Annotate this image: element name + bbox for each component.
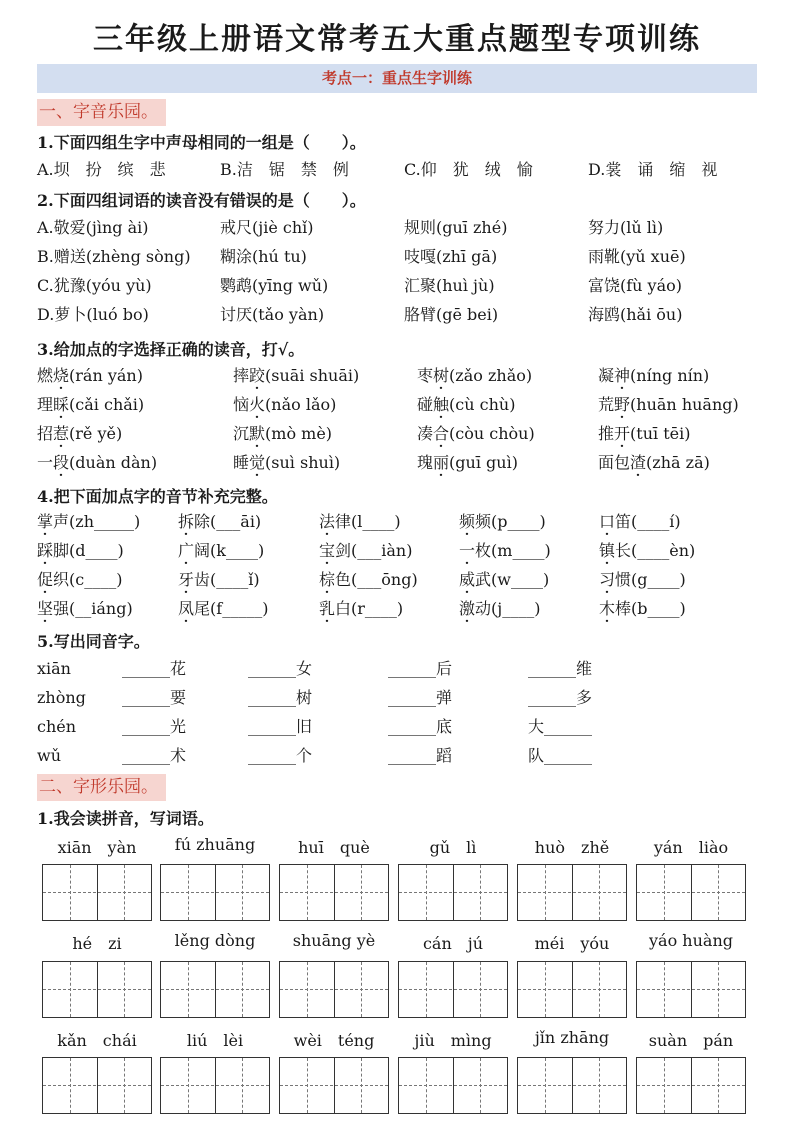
dotted-character: 合 xyxy=(433,424,450,443)
dotted-character: 威 xyxy=(459,570,476,589)
option-row xyxy=(37,272,757,300)
dotted-character: 踩 xyxy=(37,541,54,560)
writing-box[interactable] xyxy=(279,1057,389,1114)
pinyin-choice: (___ōng) xyxy=(351,570,418,589)
word-pinyin: 吱嘎(zhī gā) xyxy=(404,247,498,266)
guide-line xyxy=(399,989,507,990)
word-item xyxy=(319,566,418,594)
pinyin-label: hé zi xyxy=(72,934,122,953)
writing-box[interactable] xyxy=(636,864,746,921)
pinyin-prompt: xiān xyxy=(37,659,71,678)
guide-line xyxy=(637,989,745,990)
word-pinyin: A.敬爱(jìng ài) xyxy=(37,218,149,237)
character: 枣 xyxy=(417,366,434,385)
pinyin-choice: (d____) xyxy=(69,541,124,560)
pinyin-label: fú zhuāng xyxy=(174,835,256,854)
word-item xyxy=(37,420,122,448)
section-heading-characters: 二、字形乐园。 xyxy=(37,774,166,801)
word-item xyxy=(598,391,739,419)
pinyin-label: xiān yàn xyxy=(57,838,137,857)
pinyin-choice: (b____) xyxy=(631,599,686,618)
dotted-character: 广 xyxy=(178,541,195,560)
character: 荒 xyxy=(598,395,615,414)
pinyin-label: cán jú xyxy=(422,934,484,953)
pinyin-choice: (huān huāng) xyxy=(630,395,739,414)
word-pinyin: C.犹豫(yóu yù) xyxy=(37,276,152,295)
word-item xyxy=(459,595,540,623)
writing-box[interactable] xyxy=(517,864,627,921)
word-item xyxy=(37,362,143,390)
character: 惯 xyxy=(615,570,632,589)
option-row xyxy=(37,301,757,329)
dotted-character: 口 xyxy=(599,512,616,531)
word-item xyxy=(178,537,264,565)
writing-box[interactable] xyxy=(279,864,389,921)
word-item xyxy=(319,595,403,623)
option-row xyxy=(37,214,757,242)
word-item xyxy=(598,420,690,448)
character: 除 xyxy=(194,512,211,531)
character: 招 xyxy=(37,424,54,443)
dotted-character: 凤 xyxy=(178,599,195,618)
blank-item[interactable]: 大______ xyxy=(528,717,593,736)
pinyin-choice: (zh_____) xyxy=(69,512,141,531)
dotted-character: 烧 xyxy=(53,366,70,385)
pinyin-choice: (zhā zā) xyxy=(646,453,710,472)
character: 凑 xyxy=(417,424,434,443)
blank-item[interactable]: ______底 xyxy=(388,717,453,736)
guide-line xyxy=(399,892,507,893)
blank-item[interactable]: ______维 xyxy=(528,659,593,678)
pinyin-prompt: wǔ xyxy=(37,746,61,765)
pinyin-choice: (____èn) xyxy=(631,541,696,560)
homophone-row xyxy=(37,684,757,712)
pinyin-choice: (níng nín) xyxy=(630,366,710,385)
section-heading-pronunciation: 一、字音乐园。 xyxy=(37,99,166,126)
guide-line xyxy=(518,989,626,990)
guide-line xyxy=(43,1085,151,1086)
character: 面包 xyxy=(598,453,631,472)
question-6: 1.我会读拼音，写词语。 xyxy=(37,809,214,828)
word-item xyxy=(319,508,401,536)
word-item xyxy=(599,537,695,565)
character: 织 xyxy=(53,570,70,589)
topic-banner xyxy=(37,64,757,93)
dotted-character: 乳 xyxy=(319,599,336,618)
question-1: 1.下面四组生字中声母相同的一组是（ ）。 xyxy=(37,133,366,152)
pinyin-label: yán liào xyxy=(653,838,729,857)
question-1-options xyxy=(37,156,757,184)
guide-line xyxy=(43,892,151,893)
dotted-character: 树 xyxy=(433,366,450,385)
blank-item[interactable]: ______女 xyxy=(248,659,313,678)
pinyin-choice: (g____) xyxy=(631,570,686,589)
character: 燃 xyxy=(37,366,54,385)
character: 摔 xyxy=(233,366,250,385)
pinyin-choice: (mò mè) xyxy=(265,424,333,443)
character: 强 xyxy=(53,599,70,618)
writing-box[interactable] xyxy=(160,961,270,1018)
word-item xyxy=(37,566,122,594)
writing-box[interactable] xyxy=(517,1057,627,1114)
pinyin-label: méi yóu xyxy=(534,934,610,953)
question-5: 5.写出同音字。 xyxy=(37,632,150,651)
word-pinyin: 海鸥(hǎi ōu) xyxy=(588,305,683,324)
blank-item[interactable]: ______蹈 xyxy=(388,746,453,765)
pinyin-choice: (___iàn) xyxy=(351,541,413,560)
writing-box[interactable] xyxy=(160,1057,270,1114)
pinyin-label: huò zhě xyxy=(534,838,610,857)
pinyin-choice: (p____) xyxy=(491,512,546,531)
word-item xyxy=(319,537,412,565)
dotted-character: 觉 xyxy=(249,453,266,472)
dotted-character: 跤 xyxy=(249,366,266,385)
word-item xyxy=(37,449,157,477)
word-pinyin: 胳臂(gē bei) xyxy=(404,305,499,324)
word-item xyxy=(178,508,261,536)
blank-item[interactable]: ______弹 xyxy=(388,688,453,707)
word-item xyxy=(417,420,535,448)
character: 频 xyxy=(475,512,492,531)
pinyin-choice: (suāi shuāi) xyxy=(265,366,360,385)
guide-line xyxy=(399,1085,507,1086)
dotted-character: 拆 xyxy=(178,512,195,531)
character: 齿 xyxy=(194,570,211,589)
blank-item[interactable]: ______后 xyxy=(388,659,453,678)
dotted-character: 火 xyxy=(249,395,266,414)
pinyin-prompt: zhòng xyxy=(37,688,86,707)
question-4: 4.把下面加点字的音节补充完整。 xyxy=(37,487,278,506)
pinyin-choice: (guī guì) xyxy=(449,453,518,472)
pinyin-choice: (l____) xyxy=(351,512,401,531)
word-pinyin: 雨靴(yǔ xuē) xyxy=(588,247,686,266)
pinyin-choice: (rě yě) xyxy=(69,424,123,443)
word-item xyxy=(233,420,332,448)
pinyin-label: liú lèi xyxy=(186,1031,244,1050)
pinyin-prompt: chén xyxy=(37,717,77,736)
writing-box[interactable] xyxy=(160,864,270,921)
pinyin-choice: (nǎo lǎo) xyxy=(265,395,337,414)
pinyin-choice: (cǎi chǎi) xyxy=(69,395,145,414)
word-item xyxy=(599,595,686,623)
guide-line xyxy=(280,989,388,990)
writing-box[interactable] xyxy=(636,1057,746,1114)
word-item xyxy=(417,391,515,419)
dotted-character: 坚 xyxy=(37,599,54,618)
pinyin-choice: (w____) xyxy=(491,570,550,589)
character: 长 xyxy=(615,541,632,560)
pinyin-label: gǔ lì xyxy=(429,838,477,857)
word-pinyin: 糊涂(hú tu) xyxy=(220,247,307,266)
pinyin-choice: (r____) xyxy=(351,599,404,618)
pinyin-choice: (j____) xyxy=(491,599,541,618)
writing-box[interactable] xyxy=(42,1057,152,1114)
word-item xyxy=(37,508,140,536)
character: 凝 xyxy=(598,366,615,385)
character: 推 xyxy=(598,424,615,443)
pinyin-label: yáo huàng xyxy=(649,931,733,950)
writing-box[interactable] xyxy=(398,1057,508,1114)
dotted-character: 牙 xyxy=(178,570,195,589)
guide-line xyxy=(280,1085,388,1086)
word-item xyxy=(598,362,709,390)
blank-item[interactable]: ______术 xyxy=(122,746,187,765)
word-item xyxy=(459,566,549,594)
question-3: 3.给加点的字选择正确的读音，打√。 xyxy=(37,340,305,359)
writing-box[interactable] xyxy=(398,864,508,921)
word-pinyin: 汇聚(huì jù) xyxy=(404,276,495,295)
character: 瑰 xyxy=(417,453,434,472)
dotted-character: 野 xyxy=(614,395,631,414)
word-item xyxy=(599,508,681,536)
character: 睡 xyxy=(233,453,250,472)
guide-line xyxy=(518,892,626,893)
word-item xyxy=(459,508,546,536)
dotted-character: 习 xyxy=(599,570,616,589)
word-pinyin: 规则(guī zhé) xyxy=(404,218,508,237)
pinyin-label: jiù mìng xyxy=(414,1031,492,1050)
word-item xyxy=(37,595,133,623)
pinyin-choice: (c____) xyxy=(69,570,123,589)
character: 色 xyxy=(335,570,352,589)
writing-box[interactable] xyxy=(398,961,508,1018)
dotted-character: 法 xyxy=(319,512,336,531)
word-pinyin: B.赠送(zhèng sòng) xyxy=(37,247,191,266)
dotted-character: 丽 xyxy=(433,453,450,472)
blank-item[interactable]: ______要 xyxy=(122,688,187,707)
pinyin-choice: (tuī tēi) xyxy=(630,424,691,443)
q3-row xyxy=(37,449,757,477)
word-pinyin: 鹦鹉(yīng wǔ) xyxy=(220,276,329,295)
writing-box[interactable] xyxy=(636,961,746,1018)
pinyin-choice: (__iáng) xyxy=(69,599,133,618)
option-b: B.洁 锯 禁 例 xyxy=(220,160,349,179)
word-item xyxy=(599,566,686,594)
dotted-character: 棕 xyxy=(319,570,336,589)
dotted-character: 掌 xyxy=(37,512,54,531)
pinyin-label: shuāng yè xyxy=(292,931,376,950)
pinyin-label: suàn pán xyxy=(648,1031,734,1050)
dotted-character: 一 xyxy=(459,541,476,560)
blank-item[interactable]: ______光 xyxy=(122,717,187,736)
word-item xyxy=(178,566,260,594)
dotted-character: 促 xyxy=(37,570,54,589)
pinyin-choice: (m____) xyxy=(491,541,551,560)
word-pinyin: D.萝卜(luó bo) xyxy=(37,305,149,324)
character: 枚 xyxy=(475,541,492,560)
word-item xyxy=(233,362,359,390)
character: 笛 xyxy=(615,512,632,531)
guide-line xyxy=(637,1085,745,1086)
character: 恼 xyxy=(233,395,250,414)
q3-row xyxy=(37,362,757,390)
topic-banner-text: 考点一：重点生字训练 xyxy=(321,69,472,87)
pinyin-label: jǐn zhāng xyxy=(534,1028,610,1047)
character: 理 xyxy=(37,395,54,414)
dotted-character: 触 xyxy=(433,395,450,414)
writing-box[interactable] xyxy=(42,961,152,1018)
word-item xyxy=(459,537,551,565)
guide-line xyxy=(637,892,745,893)
blank-item[interactable]: 队______ xyxy=(528,746,593,765)
character: 一 xyxy=(37,453,54,472)
pinyin-label: lěng dòng xyxy=(174,931,256,950)
blank-item[interactable]: ______花 xyxy=(122,659,187,678)
word-item xyxy=(233,391,336,419)
guide-line xyxy=(280,892,388,893)
word-pinyin: 戒尺(jiè chǐ) xyxy=(220,218,314,237)
character: 沉 xyxy=(233,424,250,443)
character: 剑 xyxy=(335,541,352,560)
pinyin-choice: (suì shuì) xyxy=(265,453,341,472)
pinyin-choice: (k____) xyxy=(210,541,265,560)
character: 武 xyxy=(475,570,492,589)
writing-box[interactable] xyxy=(42,864,152,921)
option-c: C.仰 犹 绒 愉 xyxy=(404,160,533,179)
pinyin-choice: (cù chù) xyxy=(449,395,516,414)
dotted-character: 段 xyxy=(53,453,70,472)
word-item xyxy=(37,391,144,419)
q4-row xyxy=(37,566,757,594)
q4-row xyxy=(37,508,757,536)
homophone-row xyxy=(37,713,757,741)
pinyin-choice: (____í) xyxy=(631,512,681,531)
homophone-row xyxy=(37,655,757,683)
pinyin-choice: (còu chòu) xyxy=(449,424,535,443)
word-item xyxy=(417,362,532,390)
guide-line xyxy=(161,892,269,893)
question-2: 2.下面四组词语的读音没有错误的是（ ）。 xyxy=(37,191,366,210)
writing-box[interactable] xyxy=(279,961,389,1018)
pinyin-label: kǎn chái xyxy=(57,1031,137,1050)
blank-item[interactable]: ______个 xyxy=(248,746,313,765)
dotted-character: 激 xyxy=(459,599,476,618)
dotted-character: 神 xyxy=(614,366,631,385)
character: 动 xyxy=(475,599,492,618)
dotted-character: 渣 xyxy=(630,453,647,472)
page-title: 三年级上册语文常考五大重点题型专项训练 xyxy=(93,22,701,57)
guide-line xyxy=(161,989,269,990)
option-row xyxy=(37,243,757,271)
pinyin-label: huī què xyxy=(298,838,370,857)
dotted-character: 镇 xyxy=(599,541,616,560)
option-d: D.裳 诵 缩 视 xyxy=(588,160,718,179)
pinyin-choice: (duàn dàn) xyxy=(69,453,158,472)
guide-line xyxy=(518,1085,626,1086)
dotted-character: 开 xyxy=(614,424,631,443)
word-item xyxy=(233,449,340,477)
character: 律 xyxy=(335,512,352,531)
character: 声 xyxy=(53,512,70,531)
word-pinyin: 讨厌(tǎo yàn) xyxy=(220,305,325,324)
homophone-row xyxy=(37,742,757,770)
dotted-character: 宝 xyxy=(319,541,336,560)
dotted-character: 频 xyxy=(459,512,476,531)
pinyin-choice: (f_____) xyxy=(210,599,269,618)
guide-line xyxy=(161,1085,269,1086)
word-item xyxy=(598,449,710,477)
option-a: A.坝 扮 缤 悲 xyxy=(37,160,166,179)
blank-item[interactable]: ______树 xyxy=(248,688,313,707)
pinyin-choice: (___āi) xyxy=(210,512,262,531)
dotted-character: 默 xyxy=(249,424,266,443)
guide-line xyxy=(43,989,151,990)
writing-box[interactable] xyxy=(517,961,627,1018)
pinyin-choice: (____ǐ) xyxy=(210,570,260,589)
dotted-character: 惹 xyxy=(53,424,70,443)
character: 白 xyxy=(335,599,352,618)
character: 尾 xyxy=(194,599,211,618)
blank-item[interactable]: ______多 xyxy=(528,688,593,707)
q4-row xyxy=(37,537,757,565)
blank-item[interactable]: ______旧 xyxy=(248,717,313,736)
character: 棒 xyxy=(615,599,632,618)
character: 碰 xyxy=(417,395,434,414)
character: 脚 xyxy=(53,541,70,560)
pinyin-choice: (rán yán) xyxy=(69,366,143,385)
word-item xyxy=(37,537,124,565)
q4-row xyxy=(37,595,757,623)
word-pinyin: 努力(lǔ lì) xyxy=(588,218,664,237)
character: 阔 xyxy=(194,541,211,560)
dotted-character: 木 xyxy=(599,599,616,618)
word-item xyxy=(178,595,268,623)
pinyin-label: wèi téng xyxy=(293,1031,375,1050)
word-item xyxy=(417,449,518,477)
dotted-character: 睬 xyxy=(53,395,70,414)
word-pinyin: 富饶(fù yáo) xyxy=(588,276,683,295)
q3-row xyxy=(37,420,757,448)
q3-row xyxy=(37,391,757,419)
pinyin-choice: (zǎo zhǎo) xyxy=(449,366,533,385)
